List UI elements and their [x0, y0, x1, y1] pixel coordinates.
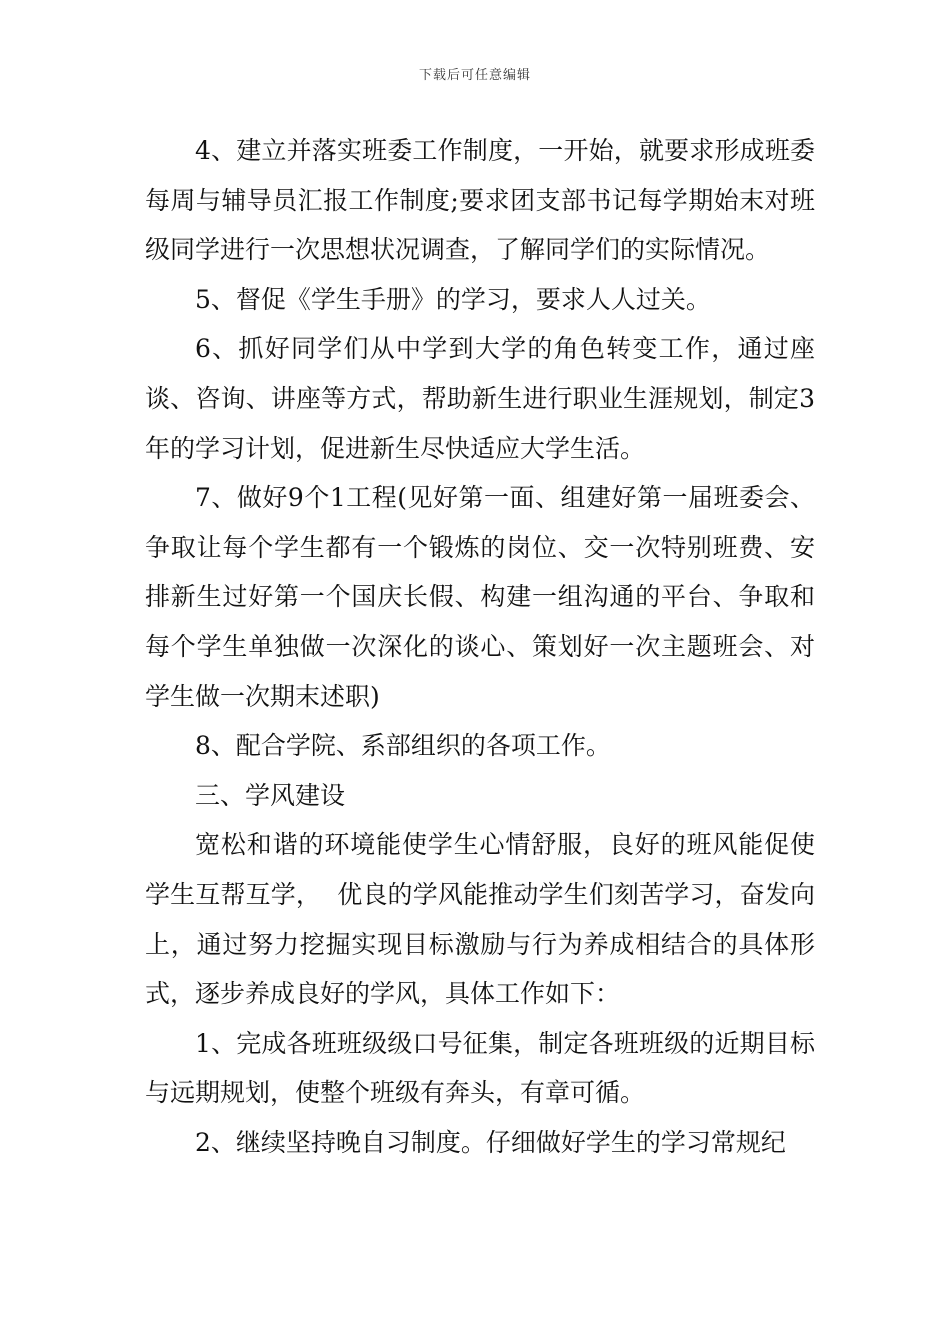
paragraph-item-8: 8、配合学院、系部组织的各项工作。 [195, 731, 611, 761]
page-header-note: 下载后可任意编辑 [418, 68, 531, 83]
paragraph-item-7: 7、做好9个1工程(见好第一面、组建好第一届班委会、争取让每个学生都有一个锻炼的岗位、交一次特别班费、安排新生过好第一个国庆长假、构建一组沟通的平台、争取和每个学生单独做一次深化的谈心、策划好一次主题班会、对学生做一次期末述职) [145, 483, 815, 711]
paragraph-item-5: 5、督促《学生手册》的学习，要求人人过关。 [195, 284, 711, 314]
document-body [145, 126, 815, 1167]
paragraph-item-2: 2、继续坚持晚自习制度。仔细做好学生的学习常规纪 [195, 1127, 786, 1157]
paragraph-item-6: 6、抓好同学们从中学到大学的角色转变工作，通过座谈、咨询、讲座等方式，帮助新生进行职业生涯规划，制定3年的学习计划，促进新生尽快适应大学生活。 [145, 334, 815, 463]
section-heading-study-style: 三、学风建设 [195, 780, 346, 810]
paragraph-intro: 宽松和谐的环境能使学生心情舒服，良好的班风能促使学生互帮互学， 优良的学风能推动学生们刻苦学习，奋发向上，通过努力挖掘实现目标激励与行为养成相结合的具体形式，逐步养成良好的学风，具体工作如下： [145, 830, 815, 1009]
paragraph-item-1: 1、完成各班班级级口号征集，制定各班班级的近期目标与远期规划，使整个班级有奔头，有章可循。 [145, 1028, 815, 1108]
paragraph-item-4: 4、建立并落实班委工作制度，一开始，就要求形成班委每周与辅导员汇报工作制度;要求团支部书记每学期始末对班级同学进行一次思想状况调查，了解同学们的实际情况。 [145, 136, 815, 265]
